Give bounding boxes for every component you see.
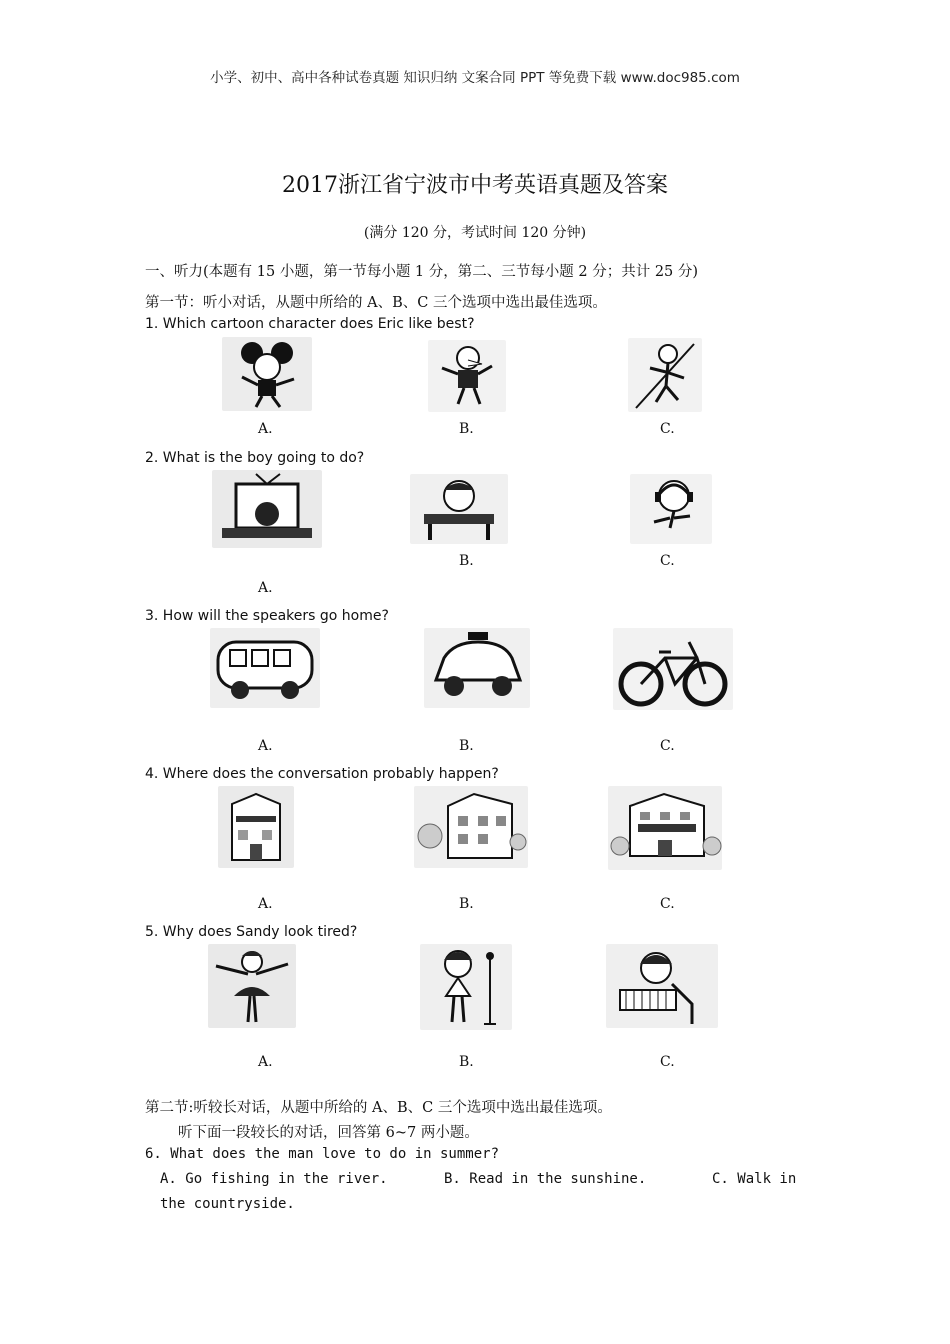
donald-duck-icon bbox=[428, 340, 506, 412]
section-two-note: 听下面一段较长的对话，回答第 6~7 两小题。 bbox=[178, 1125, 479, 1141]
bicycle-icon bbox=[613, 628, 733, 710]
bus-icon bbox=[210, 628, 320, 708]
q1-option-b-label: B. bbox=[459, 421, 474, 437]
section-one-instructions: 第一节：听小对话，从题中所给的 A、B、C 三个选项中选出最佳选项。 bbox=[145, 295, 607, 311]
question-6: 6. What does the man love to do in summer? bbox=[145, 1146, 500, 1162]
q4-option-c-label: C. bbox=[660, 896, 675, 912]
q1-option-c-label: C. bbox=[660, 421, 675, 437]
q5-option-a-label: A. bbox=[258, 1054, 273, 1070]
question-4: 4. Where does the conversation probably happen? bbox=[145, 766, 499, 782]
taxi-icon bbox=[424, 628, 530, 708]
q2-option-c-label: C. bbox=[660, 553, 675, 569]
school-icon bbox=[414, 786, 528, 868]
page-header: 小学、初中、高中各种试卷真题 知识归纳 文案合同 PPT 等免费下载 www.doc985.com bbox=[210, 70, 740, 86]
page-title: 2017浙江省宁波市中考英语真题及答案 bbox=[282, 173, 668, 198]
q2-option-b-label: B. bbox=[459, 553, 474, 569]
q6-option-c: C. Walk in bbox=[712, 1171, 797, 1187]
bookstore-icon bbox=[218, 786, 294, 868]
monkey-king-icon bbox=[628, 338, 702, 412]
question-5: 5. Why does Sandy look tired? bbox=[145, 924, 358, 940]
part-one-heading: 一、听力(本题有 15 小题，第一节每小题 1 分，第二、三节每小题 2 分；共计 25 分) bbox=[145, 264, 699, 280]
section-two-instructions: 第二节:听较长对话，从题中所给的 A、B、C 三个选项中选出最佳选项。 bbox=[145, 1100, 612, 1116]
q5-option-b-label: B. bbox=[459, 1054, 474, 1070]
q6-option-b: B. Read in the sunshine. bbox=[444, 1171, 647, 1187]
q1-option-a-label: A. bbox=[258, 421, 273, 437]
q4-option-a-label: A. bbox=[258, 896, 273, 912]
q6-option-c-continued: the countryside. bbox=[160, 1196, 295, 1212]
q4-option-b-label: B. bbox=[459, 896, 474, 912]
piano-girl-icon bbox=[606, 944, 718, 1028]
question-2: 2. What is the boy going to do? bbox=[145, 450, 365, 466]
watch-tv-icon bbox=[212, 470, 322, 548]
ballet-dancer-icon bbox=[208, 944, 296, 1028]
q3-option-b-label: B. bbox=[459, 738, 474, 754]
exam-info: (满分 120 分，考试时间 120 分钟) bbox=[363, 225, 587, 241]
q2-option-a-label: A. bbox=[258, 580, 273, 596]
study-desk-icon bbox=[410, 474, 508, 544]
q3-option-c-label: C. bbox=[660, 738, 675, 754]
hotel-icon bbox=[608, 786, 722, 870]
question-1: 1. Which cartoon character does Eric like best? bbox=[145, 316, 475, 332]
q3-option-a-label: A. bbox=[258, 738, 273, 754]
listen-music-icon bbox=[630, 474, 712, 544]
question-3: 3. How will the speakers go home? bbox=[145, 608, 389, 624]
q5-option-c-label: C. bbox=[660, 1054, 675, 1070]
q6-option-a: A. Go fishing in the river. bbox=[160, 1171, 388, 1187]
mickey-mouse-icon bbox=[222, 337, 312, 411]
singing-girl-icon bbox=[420, 944, 512, 1030]
